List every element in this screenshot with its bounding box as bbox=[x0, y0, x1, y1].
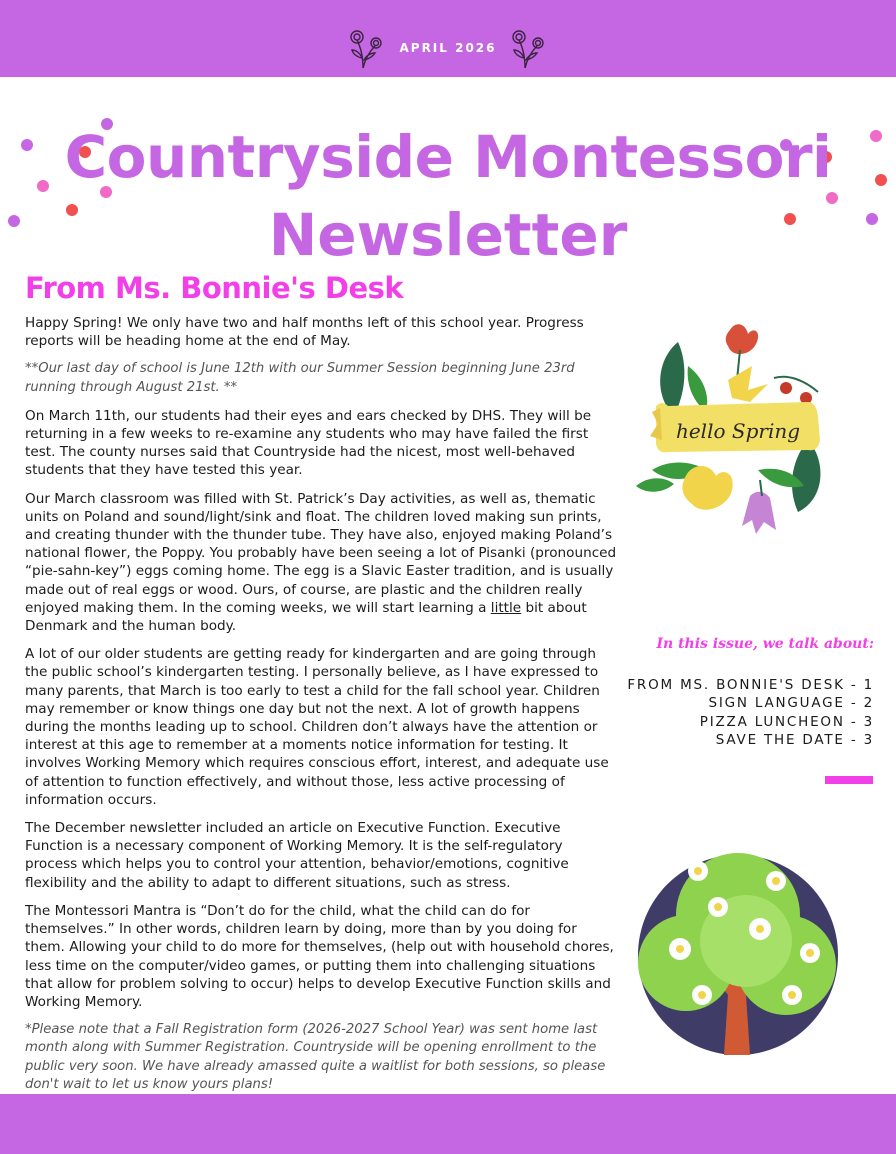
footer-band bbox=[0, 1094, 896, 1154]
tree-illustration bbox=[628, 845, 848, 1069]
paragraph-montessori-mantra: The Montessori Mantra is “Don’t do for the child, what the child can do for themselves.” In other words, children learn by doing, more than by you doing for them. Allowing your child to do more for themselves, (help out with household chores, less time on the computer/video games, or putting them into challenging situations that allow for problem solving to occur) helps to develop Executive Function skills and Working Memory. bbox=[25, 902, 614, 1010]
paragraph-march-classroom bbox=[25, 490, 617, 636]
issue-item: SAVE THE DATE - 3 bbox=[715, 731, 874, 748]
hello-spring-illustration bbox=[628, 320, 828, 554]
paragraph-march-text-b: bit about Denmark and the human body. bbox=[25, 599, 587, 635]
issue-heading: In this issue, we talk about: bbox=[656, 636, 874, 652]
newsletter-title-line2: Newsletter bbox=[268, 201, 628, 269]
paragraph-intro: Happy Spring! We only have two and half months left of this school year. Progress reports will be heading home at the end of May. bbox=[25, 315, 584, 350]
article-body bbox=[25, 314, 617, 1104]
hello-spring-text: hello Spring bbox=[675, 419, 801, 443]
paragraph-march-text-a: Our March classroom was filled with St. Patrick’s Day activities, as well as, thematic units on Poland and sound/light/sink and float. The children loved making sun prints, and creating thunder with the thunder tube. They have also, enjoyed making Poland’s national flower, the Poppy. You probably have been seeing a lot of Pisanki (pronounced “pie-sahn-key”) eggs coming home. The egg is a Slavic Easter tradition, and is usually made out of real eggs or wood. Ours, of course, are plastic and the children really enjoyed making them. In the coming weeks, we will start learning a bbox=[25, 490, 617, 616]
underlined-word: little bbox=[490, 599, 522, 616]
paragraph-last-day-note: **Our last day of school is June 12th with our Summer Session beginning June 23rd running through August 21st. ** bbox=[25, 361, 575, 395]
paragraph-executive-function: The December newsletter included an article on Executive Function. Executive Function is a necessary component of Working Memory. It is the self-regulatory process which helps you to control your attention, behavior/emotions, cognitive flexibility and the ability to adapt to different situations, such as stress. bbox=[25, 820, 569, 891]
newsletter-title-line1: Countryside Montessori bbox=[64, 123, 832, 191]
issue-item: SIGN LANGUAGE - 2 bbox=[708, 695, 874, 712]
paragraph-dhs-checks: On March 11th, our students had their eyes and ears checked by DHS. They will be returning in a few weeks to re-examine any students who may have failed the first test. The county nurses said that Countryside had the nicest, most well-behaved students that they have tested this year. bbox=[25, 407, 592, 479]
issue-item: FROM MS. BONNIE'S DESK - 1 bbox=[627, 677, 874, 693]
paragraph-kindergarten-testing: A lot of our older students are getting ready for kindergarten and are going through the public school’s kindergarten testing. I personally believe, as I have expressed to many parents, that March is too early to test a child for the fall school year. Children may remember or know things one day but not the next. A lot of growth happens during the months leading up to school. Children don’t always have the attention or interest at this age to remember at a moments notice information for testing. It involves Working Memory which requires conscious effort, interest, and adequate use of attention to function effectively, and without those, less active processing of information occurs. bbox=[25, 646, 609, 808]
accent-bar bbox=[825, 776, 873, 784]
flower-sprig-icon bbox=[507, 26, 551, 70]
issue-item: PIZZA LUNCHEON - 3 bbox=[699, 713, 874, 730]
issue-date: APRIL 2026 bbox=[399, 41, 497, 55]
section-heading: From Ms. Bonnie's Desk bbox=[25, 271, 404, 305]
header-date-row bbox=[0, 28, 896, 68]
issue-contents-list bbox=[560, 676, 874, 749]
flower-sprig-icon bbox=[345, 26, 389, 70]
paragraph-registration-note: *Please note that a Fall Registration form (2026-2027 School Year) was sent home last month along with Summer Registration. Countryside will be opening enrollment to the public very soon. We have already amassed quite a waitlist for both sessions, so please don't wait to let us know yours plans! bbox=[25, 1022, 606, 1092]
